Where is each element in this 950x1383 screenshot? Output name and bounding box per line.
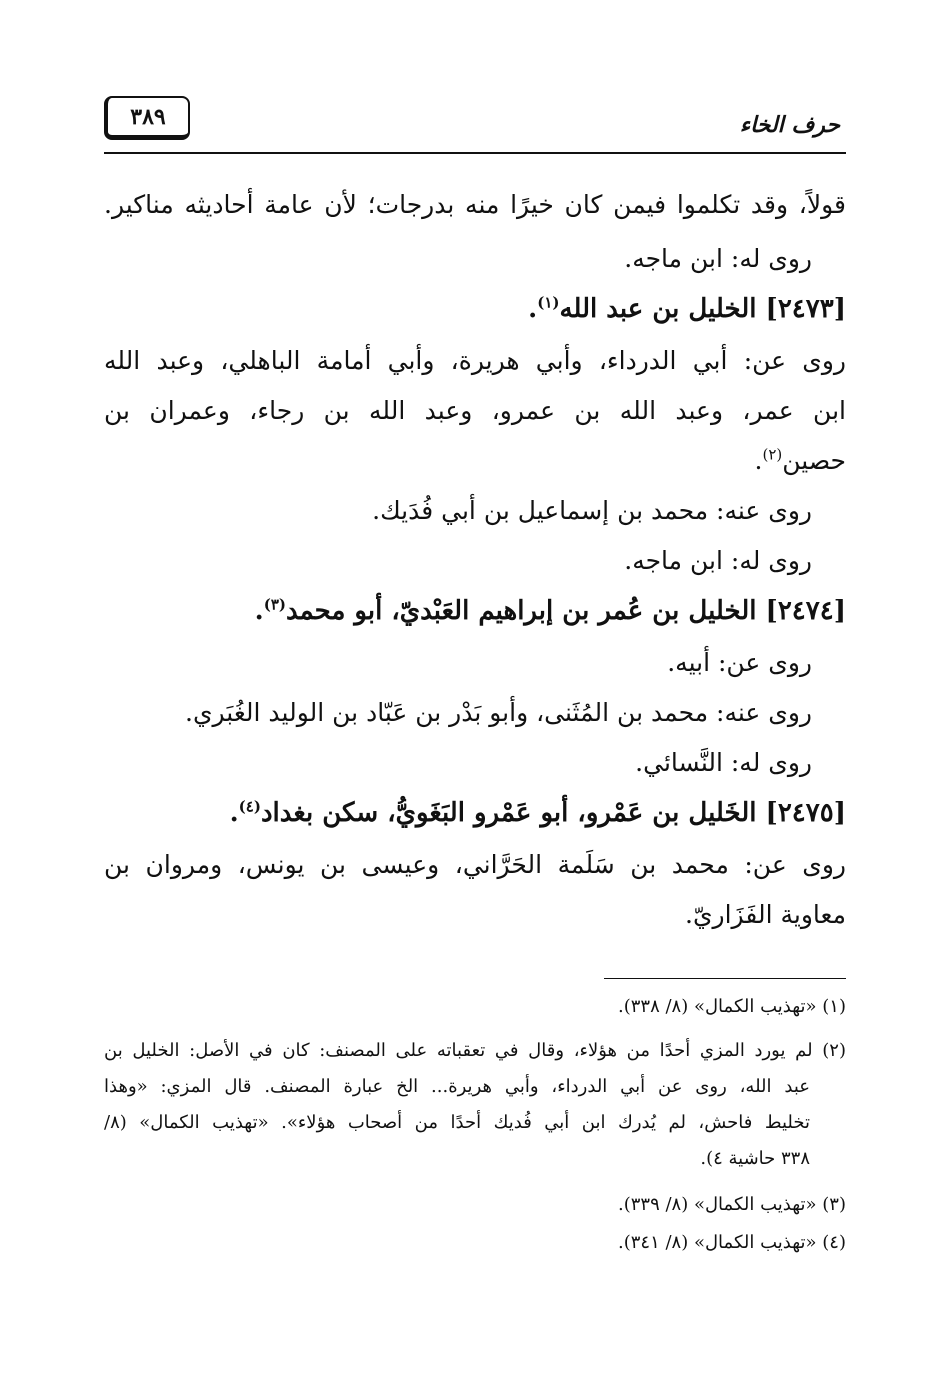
punct: . [528,294,538,324]
footnote-4: (٤) «تهذيب الكمال» (٨/ ٣٤١). [617,1232,846,1253]
punct: . [229,798,239,828]
footnote-ref: (١) [537,293,560,312]
footnote-rule [604,978,846,979]
punct: . [754,446,763,475]
punct: . [254,596,264,626]
header-rule [104,152,846,154]
body-line: روى عنه: محمد بن إسماعيل بن أبي فُدَيك. [372,496,812,525]
entry-heading-2475 [230,798,846,828]
footnote-2-line: تخليط فاحش، لم يُدرك ابن أبي فُديك أحدًا من أصحاب هؤلاء». «تهذيب الكمال» (٨/ [104,1112,810,1133]
body-line: روى عن: أبي الدرداء، وأبي هريرة، وأبي أمامة الباهلي، وعبد الله [104,346,846,375]
page-number: ٣٨٩ [130,104,166,130]
entry-title: [٢٤٧٥] الخَليل بن عَمْرو، أبو عَمْرو البَغَويُّ، سكن بغداد [260,798,846,828]
body-line: ابن عمر، وعبد الله بن عمرو، وعبد الله بن رجاء، وعمران بن [104,396,846,425]
body-word: حصين [782,446,846,475]
body-line: روى عن: أبيه. [667,648,812,677]
body-line [755,446,846,475]
entry-title: [٢٤٧٤] الخليل بن عُمر بن إبراهيم العَبْديّ، أبو محمد [285,596,846,626]
body-line: روى له: ابن ماجه. [624,244,812,273]
footnote-ref: (٤) [238,797,261,816]
body-line: روى عنه: محمد بن المُثَنى، وأبو بَدْر بن عَبّاد بن الوليد الغُبَري. [185,698,812,727]
body-line: معاوية الفَزَاريّ. [685,900,846,929]
footnote-ref: (٣) [263,595,286,614]
footnote-2-line: (٢) لم يورد المزي أحدًا من هؤلاء، وقال في تعقباته على المصنف: كان في الأصل: الخليل بن [104,1040,846,1061]
entry-heading-2473 [528,294,846,324]
body-line: روى له: النَّسائي. [635,748,812,777]
running-header-title: حرف الخاء [739,112,840,138]
footnote-ref: (٢) [762,445,783,464]
entry-heading-2474 [255,596,846,626]
footnote-3: (٣) «تهذيب الكمال» (٨/ ٣٣٩). [617,1194,846,1215]
footnote-1: (١) «تهذيب الكمال» (٨/ ٣٣٨). [617,996,846,1017]
page-number-box [104,96,190,140]
entry-title: [٢٤٧٣] الخليل بن عبد الله [559,294,846,324]
body-line: قولاً، وقد تكلموا فيمن كان خيرًا منه بدرجات؛ لأن عامة أحاديثه مناكير. [104,190,846,219]
body-line: روى له: ابن ماجه. [624,546,812,575]
footnote-2-line: ٣٣٨ حاشية ٤). [700,1148,810,1169]
footnote-2-line: عبد الله، روى عن أبي الدرداء، وأبي هريرة... الخ عبارة المصنف. قال المزي: «وهذا [104,1076,810,1097]
body-line: روى عن: محمد بن سَلَمة الحَرَّاني، وعيسى بن يونس، ومروان بن [104,850,846,879]
